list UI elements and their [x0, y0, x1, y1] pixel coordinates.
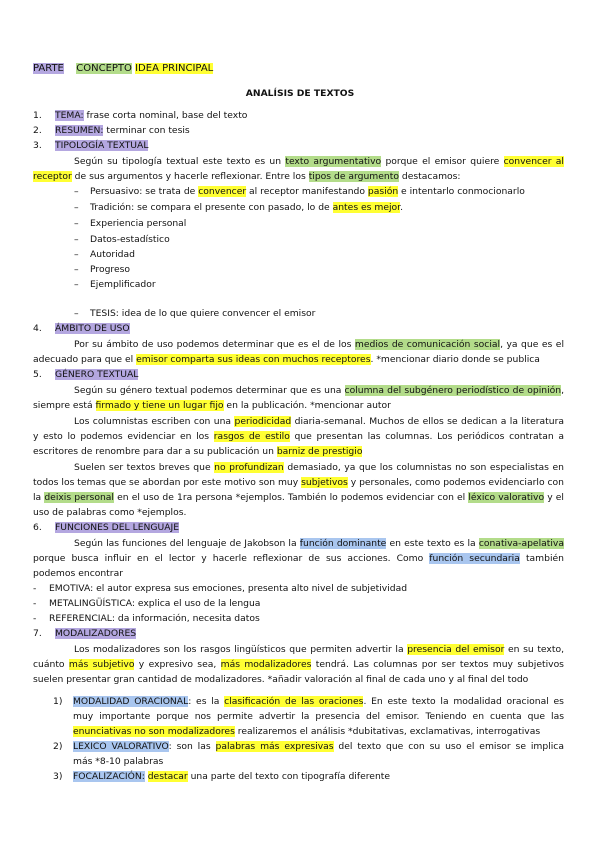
- section-heading: RESUMEN:: [55, 125, 104, 136]
- paragraph-line: Según las funciones del lenguaje de Jakobson la función dominante en este texto es la conativa-apelativa: [74, 538, 564, 549]
- list-item: – Progreso: [74, 264, 131, 275]
- paragraph-line: uso de palabras como *ejemplos.: [33, 507, 187, 518]
- section-modalizadores: 7. MODALIZADORES: [33, 628, 137, 639]
- section-heading: TIPOLOGÍA TEXTUAL: [55, 140, 149, 151]
- legend: [33, 63, 213, 75]
- sub-item: 3) FOCALIZACIÓN: destacar una parte del texto con tipografía diferente: [53, 771, 391, 782]
- legend-parte: PARTE: [33, 63, 64, 74]
- section-heading: TEMA:: [55, 110, 84, 121]
- legend-idea: IDEA PRINCIPAL: [135, 63, 214, 74]
- sub-item: 2) LEXICO VALORATIVO: son las palabras más expresivas del texto que con su uso el emisor se implica: [53, 741, 564, 752]
- paragraph-line: podemos encontrar: [33, 568, 123, 579]
- sub-heading: MODALIDAD ORACIONAL: [73, 696, 189, 707]
- list-item: – Datos-estadístico: [74, 234, 170, 245]
- list-item: – TESIS: idea de lo que quiere convencer el emisor: [74, 308, 316, 319]
- sub-heading: LEXICO VALORATIVO: [73, 741, 169, 752]
- legend-concepto: CONCEPTO: [76, 63, 132, 74]
- paragraph-line: Según su género textual podemos determinar que es una columna del subgénero periodístico de opinión,: [74, 385, 564, 396]
- section-heading: ÁMBITO DE USO: [55, 323, 130, 334]
- section-genero: 5. GÉNERO TEXTUAL: [33, 369, 139, 380]
- paragraph-line: muy importante porque nos permite advertir la presencia del emisor. Teniendo en cuenta que las: [73, 711, 564, 722]
- section-heading: FUNCIONES DEL LENGUAJE: [55, 522, 180, 533]
- list-item: – Persuasivo: se trata de convencer al receptor manifestando pasión e intentarlo conmocionarlo: [74, 186, 525, 197]
- list-item: – Experiencia personal: [74, 218, 187, 229]
- sub-item: 1) MODALIDAD ORACIONAL: es la clasificación de las oraciones. En este texto la modalidad oracional es: [53, 696, 564, 707]
- page-title: ANALÍSIS DE TEXTOS: [245, 88, 355, 99]
- list-item: - METALINGÜÍSTICA: explica el uso de la lengua: [33, 598, 261, 609]
- paragraph-line: Por su ámbito de uso podemos determinar que es el de los medios de comunicación social, ya que es el: [74, 339, 565, 350]
- section-tipologia: 3. TIPOLOGÍA TEXTUAL: [33, 140, 149, 151]
- list-item: - EMOTIVA: el autor expresa sus emociones, presenta alto nivel de subjetividad: [33, 583, 408, 594]
- paragraph-line: la deixis personal en el uso de 1ra persona *ejemplos. También lo podemos evidenciar con el léxico valorativo y el: [33, 492, 564, 503]
- paragraph-line: Los modalizadores son los rasgos lingüísticos que permiten advertir la presencia del emisor en su texto,: [74, 644, 564, 655]
- paragraph-line: escritores de renombre para dar a su publicación un barniz de prestigio: [33, 446, 363, 457]
- list-item: - REFERENCIAL: da información, necesita datos: [33, 613, 260, 624]
- list-item: – Autoridad: [74, 249, 135, 260]
- section-heading: GÉNERO TEXTUAL: [55, 369, 139, 380]
- section-resumen: 2. RESUMEN: terminar con tesis: [33, 125, 190, 136]
- paragraph-line: todos los temas que se abordan por este motivo son muy subjetivos y personales, como podemos evidenciarlo con: [33, 477, 564, 488]
- paragraph-line: cuánto más subjetivo y expresivo sea, más modalizadores tendrá. Las columnas por ser textos muy subjetivos: [33, 659, 564, 670]
- paragraph-line: porque busca influir en el lector y hacerle reflexionar de sus acciones. Como función secundaria también: [33, 553, 564, 564]
- paragraph-line: suelen presentar gran cantidad de modalizadores. *añadir valoración al final de cada uno y al final del todo: [33, 674, 529, 685]
- section-ambito: 4. ÁMBITO DE USO: [33, 323, 130, 334]
- paragraph-line: Suelen ser textos breves que no profundizan demasiado, ya que los columnistas no son especialistas en: [74, 462, 565, 473]
- paragraph-line: receptor de sus argumentos y hacerle reflexionar. Entre los tipos de argumento destacamos:: [33, 171, 461, 182]
- sub-heading: FOCALIZACIÓN:: [73, 771, 145, 782]
- paragraph-line: adecuado para que el emisor comparta sus ideas con muchos receptores. *mencionar diario donde se publica: [33, 354, 540, 365]
- paragraph-line: Según su tipología textual este texto es un texto argumentativo porque el emisor quiere convencer al: [74, 156, 564, 167]
- paragraph-line: enunciativas no son modalizadores realizaremos el análisis *dubitativas, exclamativas, interrogativas: [73, 726, 541, 737]
- list-item: – Ejemplificador: [74, 279, 156, 290]
- section-tema: 1. TEMA: frase corta nominal, base del texto: [33, 110, 248, 121]
- paragraph-line: Los columnistas escriben con una periodicidad diaria-semanal. Muchos de ellos se dedican a la literatura: [74, 416, 564, 427]
- section-funciones: 6. FUNCIONES DEL LENGUAJE: [33, 522, 180, 533]
- paragraph-line: y esto lo podemos evidenciar en los rasgos de estilo que presentan las columnas. Los periódicos contratan a: [33, 431, 564, 442]
- list-item: – Tradición: se compara el presente con pasado, lo de antes es mejor.: [74, 202, 404, 213]
- paragraph-line: más *8-10 palabras: [73, 756, 164, 767]
- section-heading: MODALIZADORES: [55, 628, 137, 639]
- paragraph-line: siempre está firmado y tiene un lugar fijo en la publicación. *mencionar autor: [33, 400, 391, 411]
